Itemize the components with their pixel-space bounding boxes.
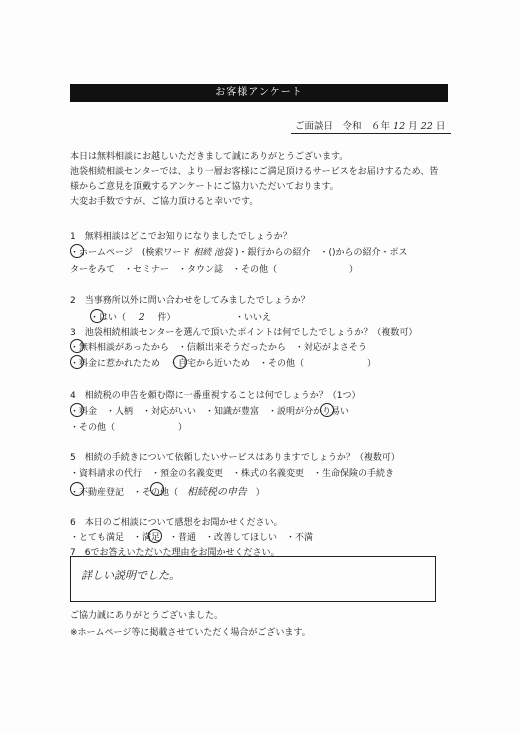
intro-text bbox=[70, 150, 460, 210]
thanks-text: ご協力誠にありがとうございました。 bbox=[70, 611, 224, 621]
question-6: 6 本日のご相談について感想をお聞かせください。 bbox=[70, 518, 283, 528]
publication-note: ※ホームページ等に掲載させていただく場合がございます。 bbox=[70, 628, 311, 638]
question-5: 5 相続の手続きについて依頼したいサービスはありますでしょうか？（複数可） bbox=[70, 453, 400, 463]
date-month: 12 bbox=[393, 121, 406, 132]
selection-circle bbox=[173, 355, 187, 369]
date-label: ご面談日 令和 ６年 bbox=[295, 121, 391, 132]
q3-options-line1[interactable]: ・無料相談があったから ・信頼出来そうだったから ・対応がよさそう bbox=[70, 343, 367, 353]
q4-options-line2[interactable]: ・その他（ ） bbox=[70, 423, 188, 433]
q1-options-line2[interactable]: ターをみて ・セミナー ・タウン誌 ・その他（ ） bbox=[70, 265, 359, 275]
selection-circle bbox=[70, 244, 84, 258]
date-underline bbox=[291, 133, 451, 134]
q5-other-close: ） bbox=[255, 488, 265, 498]
q5-options-label: ・不動産登記 ・その他（ bbox=[70, 488, 179, 498]
selection-circle bbox=[150, 482, 164, 496]
survey-title: お客様アンケート bbox=[70, 84, 448, 102]
date-day: 22 bbox=[420, 121, 433, 132]
intro-line: 大変お手数ですが、ご協力頂けると幸いです。 bbox=[70, 197, 259, 207]
selection-circle bbox=[320, 403, 334, 417]
selection-circle bbox=[70, 403, 84, 417]
selection-circle bbox=[70, 355, 84, 369]
q1-options-line1 bbox=[70, 245, 408, 258]
question-7: 7 6でお答えいただいた理由をお聞かせください。 bbox=[70, 548, 280, 558]
q2-yes-label: ・はい（ bbox=[90, 313, 127, 323]
question-2: 2 当事務所以外に問い合わせをしてみましたでしょうか？ bbox=[70, 296, 310, 306]
intro-line: 本日は無料相談にお越しいただきまして誠にありがとうございます。 bbox=[70, 152, 349, 162]
consultation-date bbox=[295, 118, 445, 132]
date-month-unit: 月 bbox=[408, 121, 418, 132]
q1-other-options[interactable]: )・銀行からの紹介 ・()からの紹介・ポス bbox=[234, 248, 408, 258]
q2-no-option[interactable]: ・いいえ bbox=[235, 313, 272, 323]
question-1: 1 無料相談はどこでお知りになりましたでしょうか？ bbox=[70, 232, 292, 242]
q7-answer-box[interactable] bbox=[70, 556, 436, 602]
question-4: 4 相続税の申告を頼む際に一番重視することは何でしょうか？（1つ） bbox=[70, 391, 361, 401]
date-day-unit: 日 bbox=[435, 121, 446, 132]
q5-other-answer: 相続税の申告 bbox=[186, 487, 247, 498]
selection-circle bbox=[70, 482, 84, 496]
intro-line: 池袋相続相談センターでは、より一層お客様にご満足頂けるサービスをお届けするため、皆 bbox=[70, 167, 439, 177]
selection-circle bbox=[90, 309, 104, 323]
selection-circle bbox=[148, 529, 162, 543]
q7-answer-text: 詳しい説明でした。 bbox=[81, 569, 180, 582]
q4-options-line1[interactable]: ・料金 ・人柄 ・対応がいい ・知識が豊富 ・説明が分かり易い bbox=[70, 407, 350, 417]
q2-count: 2 bbox=[138, 313, 145, 323]
selection-circle bbox=[70, 339, 84, 353]
q6-options[interactable]: ・とても満足 ・満足 ・普通 ・改善してほしい ・不満 bbox=[70, 533, 314, 543]
question-3: 3 池袋相続相談センターを選んで頂いたポイントは何でしたでしょうか？（複数可） bbox=[70, 328, 418, 338]
intro-line: 様からご意見を頂戴するアンケートにご協力いただいております。 bbox=[70, 182, 339, 192]
q1-homepage-option[interactable]: ・ホームページ (検索ワード bbox=[70, 248, 191, 258]
q2-count-unit: 件） bbox=[157, 313, 176, 323]
q3-options-line2[interactable]: ・料金に惹かれたため ・自宅から近いため ・その他（ ） bbox=[70, 359, 377, 369]
q1-search-word: 相続 池袋 bbox=[193, 248, 233, 258]
q5-options-line2[interactable] bbox=[70, 483, 265, 498]
q5-options-line1[interactable]: ・資料請求の代行 ・預金の名義変更 ・株式の名義変更 ・生命保険の手続き bbox=[70, 469, 395, 479]
